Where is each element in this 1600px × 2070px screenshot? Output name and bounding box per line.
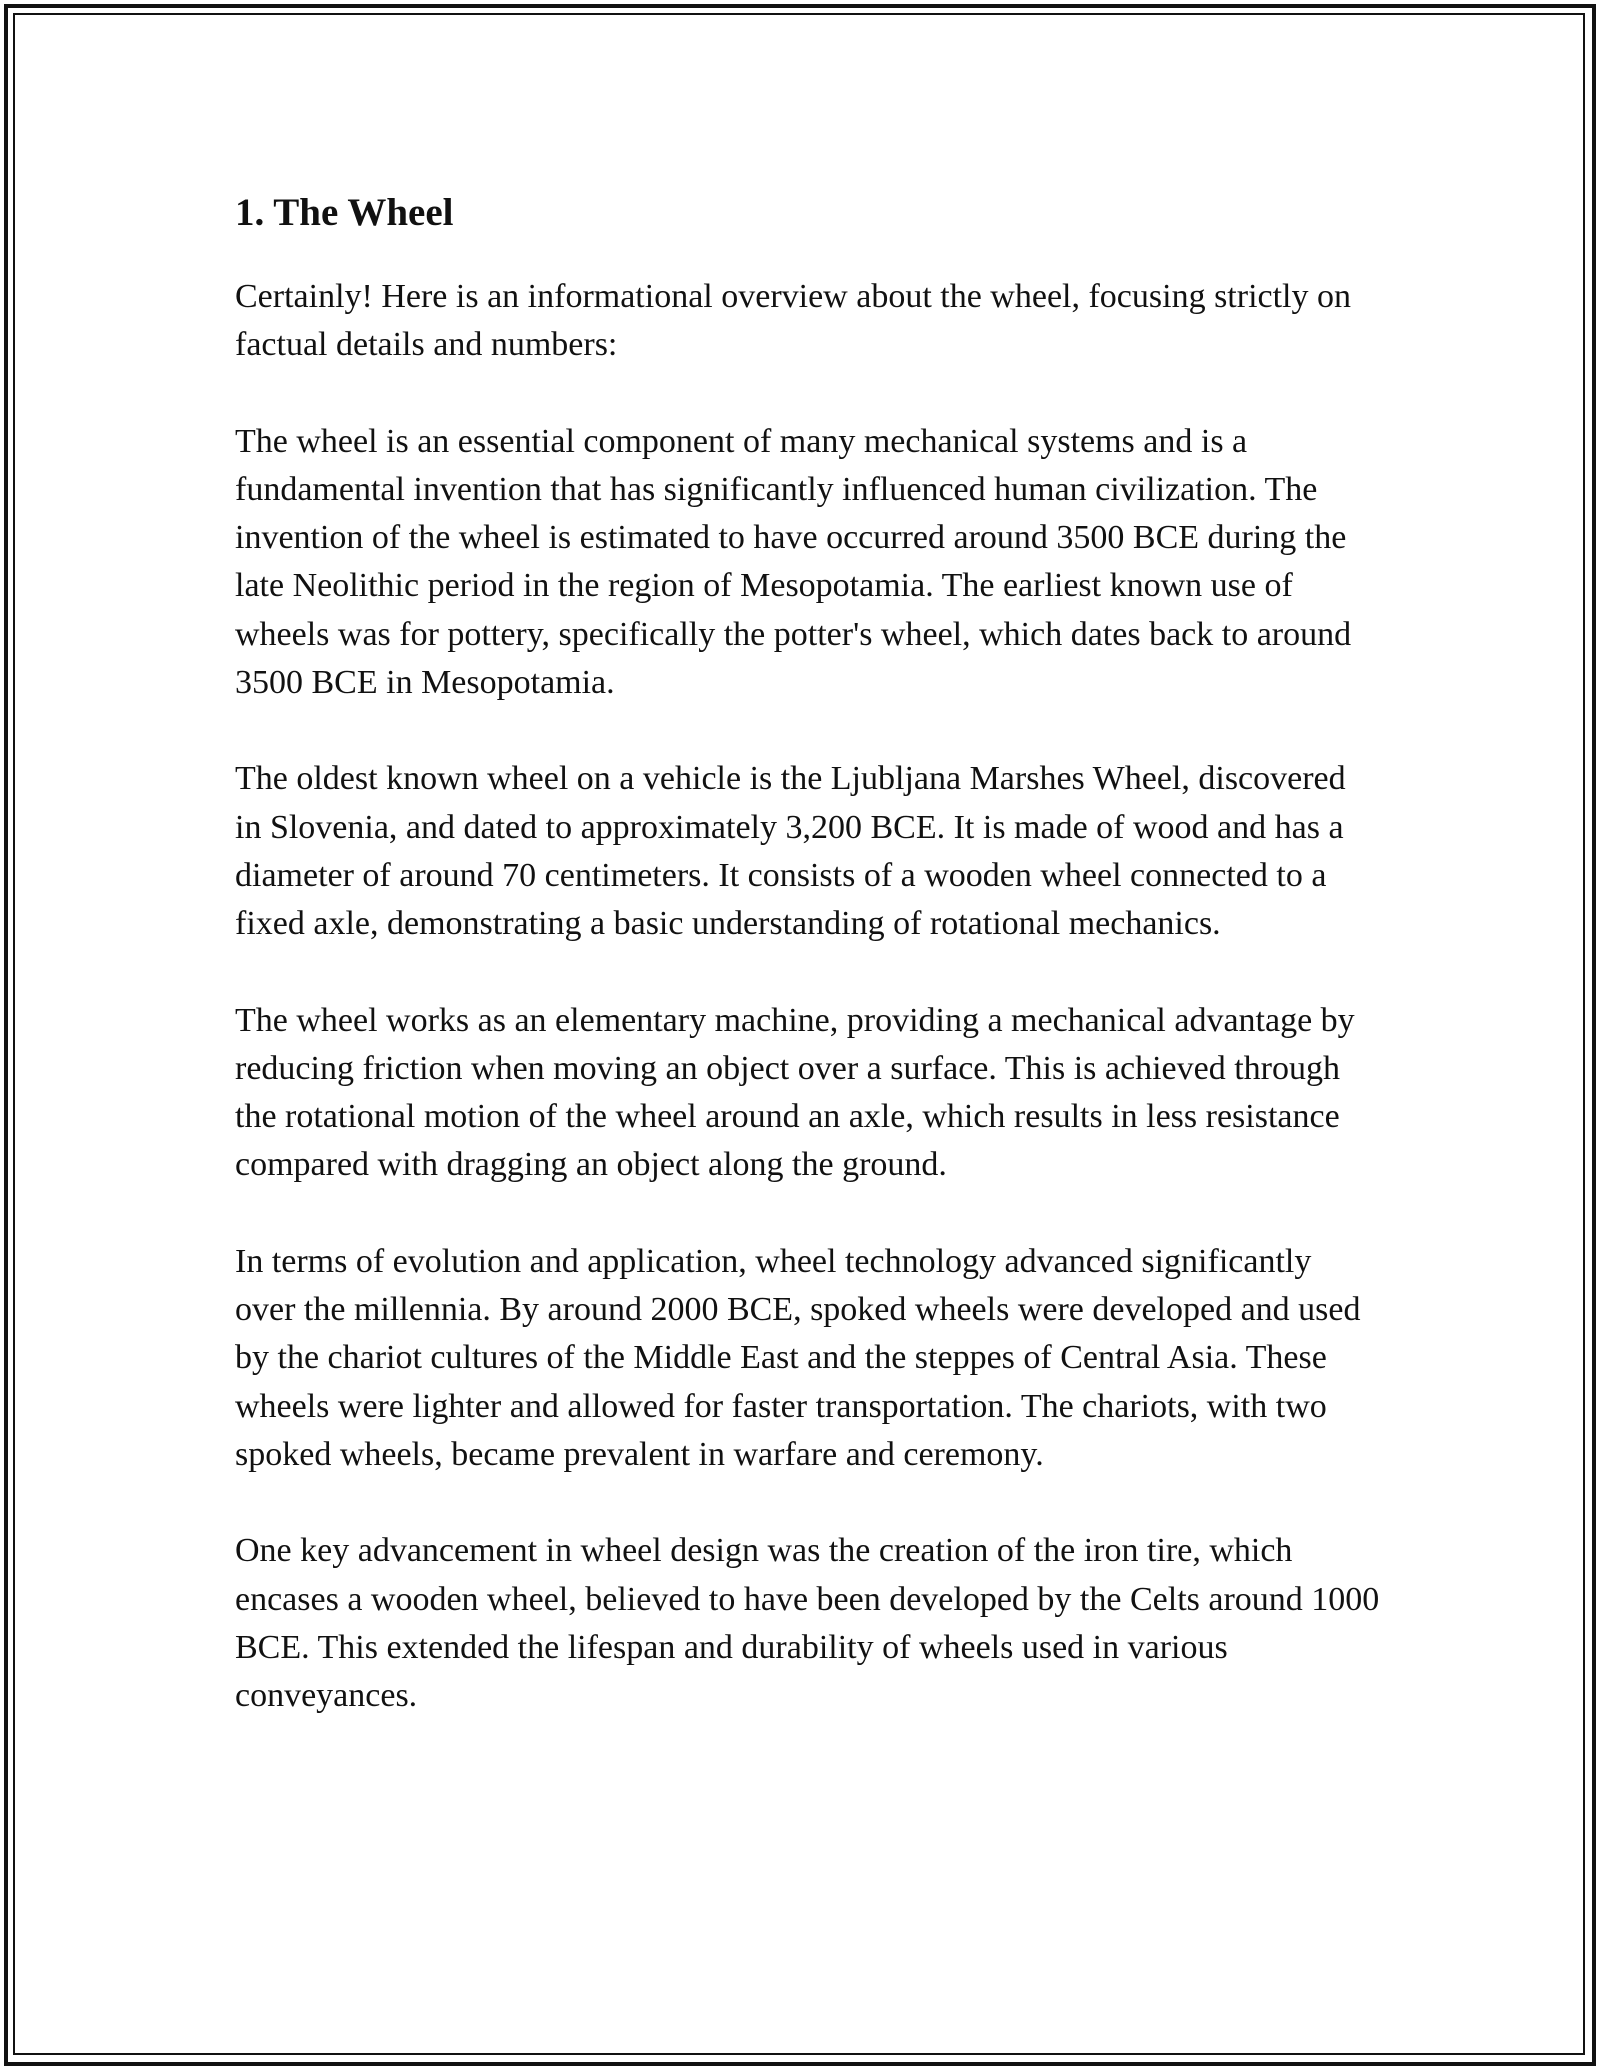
paragraph-oldest-wheel: The oldest known wheel on a vehicle is the Ljubljana Marshes Wheel, discovered in Slovenia, and dated to approximately 3,200 BCE. It is made of wood and has a diameter of around 70 centimeters. It consists of a wooden wheel connected to a fixed axle, demonstrating a basic understanding of rotational mechanics. [235,760,1346,943]
paragraph-invention: The wheel is an essential component of many mechanical systems and is a fundamental invention that has significantly influenced human civilization. The invention of the wheel is estimated to have occurred around 3500 BCE during the late Neolithic period in the region of Mesopotamia. The earliest known use of wheels was for pottery, specifically the potter's wheel, which dates back to around 3500 BCE in Mesopotamia. [235,422,1352,702]
document-body [235,186,1380,1768]
paragraph-intro: Certainly! Here is an informational overview about the wheel, focusing strictly on factual details and numbers: [235,278,1352,364]
section-title: 1. The Wheel [235,191,454,234]
paragraph-evolution: In terms of evolution and application, wheel technology advanced significantly over the millennia. By around 2000 BCE, spoked wheels were developed and used by the chariot cultures of the Middle East and the steppes of Central Asia. These wheels were lighter and allowed for faster transportation. The chariots, with two spoked wheels, became prevalent in warfare and ceremony. [235,1242,1361,1473]
paragraph-iron-tire: One key advancement in wheel design was the creation of the iron tire, which encases a wooden wheel, believed to have been developed by the Celts around 1000 BCE. This extended the lifespan and durability of wheels used in various conveyances. [235,1532,1380,1715]
paragraph-mechanics: The wheel works as an elementary machine, providing a mechanical advantage by reducing friction when moving an object over a surface. This is achieved through the rotational motion of the wheel around an axle, which results in less resistance compared with dragging an object along the ground. [235,1001,1355,1184]
